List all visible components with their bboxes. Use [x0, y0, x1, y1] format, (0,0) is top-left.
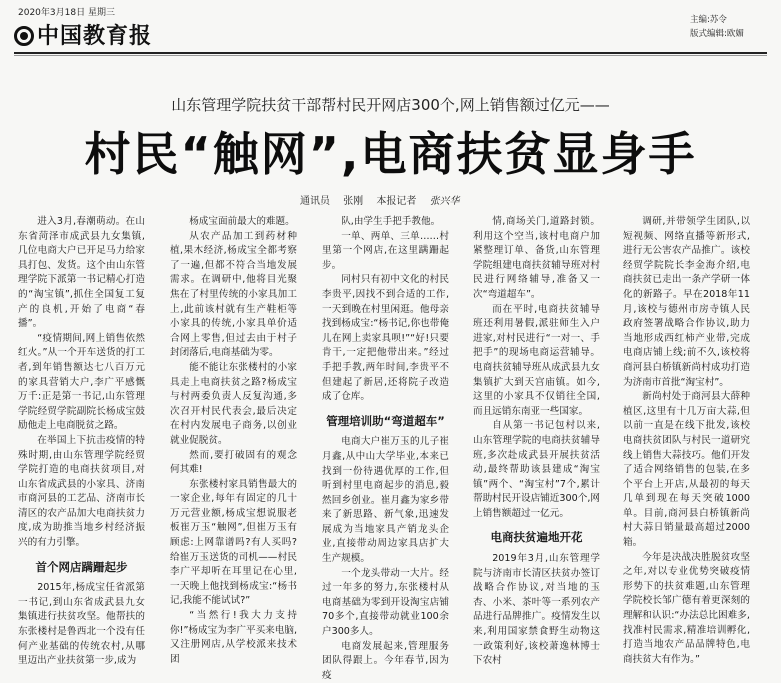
- article-column-3: [322, 215, 449, 681]
- newspaper-logo: [14, 19, 152, 50]
- article-paragraph: 在举国上下抗击疫情的特殊时期,由山东管理学院经贸学院打造的电商扶贫项目,对山东省成武县的小家具、济南市商河县的工艺品、济南市长清区的农产品加大电商扶贫力度,成为助推当地乡村经济振兴的有力引擎。: [18, 434, 145, 549]
- article-paragraph: “当然行!我大力支持你!”杨成宝为李广平买来电脑,又注册网店,从学校派来技术团: [170, 610, 297, 665]
- article-column-2: [170, 215, 297, 665]
- layout-editor: 版式编辑:欧媚: [690, 29, 744, 39]
- reporter-name: 张兴华: [429, 196, 460, 207]
- section-heading: 管理培训助“弯道超车”: [326, 413, 445, 428]
- article-paragraph: 同村只有初中文化的村民李贵平,因找不到合适的工作,一天到晚在村里闲逛。他母亲找到杨成宝:“杨书记,你也带俺儿在网上卖家具呗!”“好!只要肯干,一定把他带出来。”经过手把手教,两年时间,李贵平不但建起了新居,还将院子改造成了仓库。: [322, 274, 449, 403]
- article-paragraph: 2019年3月,山东管理学院与济南市长清区扶贫办签订战略合作协议,对当地的玉杏、小米、茶叶等一系列农产品进行品牌推广。疫情发生以来,利用国家禁食野生动物这一政策利好,该校萧逸林博士下农村: [473, 553, 600, 667]
- article-paragraph: 从农产品加工到药材种植,果木经济,杨成宝全都考察了一遍,但都不符合当地发展需求。在调研中,他将目光聚焦在了村里传统的小家具加工上,此前该村就有生产鞋柜等小家具的传统,小家具单价适合网上零售,但过去由于村子封闭落后,电商基础为零。: [170, 230, 297, 359]
- article-byline: [300, 192, 470, 207]
- article-paragraph: 然而,要打破固有的观念何其难!: [170, 449, 297, 476]
- editor-credits: [690, 13, 744, 41]
- article-paragraph: 东张楼村家具销售最大的一家企业,每年有固定的几十万元营业额,杨成宝想说服老板崔万玉“触网”,但崔万玉有顾虑:上网靠谱吗?有人买吗?给崔万玉送货的司机——村民李广平却听在耳里记在心里,一天晚上他找到杨成宝:“杨书记,我能不能试试?”: [170, 478, 297, 607]
- emblem-icon: [14, 26, 34, 46]
- masthead: [0, 0, 781, 52]
- reporter-label: 本报记者: [376, 196, 417, 207]
- masthead-divider: [14, 52, 767, 54]
- masthead-divider-thin: [14, 55, 767, 56]
- chief-editor: 主编:苏令: [690, 15, 727, 25]
- article-paragraph: 新尚村处于商河县大薛种植区,这里有十几万亩大蒜,但以前一直是在线下批发,该校电商扶贫团队与村民一道研究线上销售大蒜技巧。他们开发了适合网络销售的包装,在多个平台上开店,从最初的每天几单到现在每天突破1000单。目前,商河县白桥镇新尚村大蒜日销量最高超过2000箱。: [623, 391, 750, 549]
- article-paragraph: “疫情期间,网上销售依然红火。”从一个开车送货的打工者,到年销售额达七八百万元的家具营销大户,李广平感慨万千:正是第一书记,山东管理学院经贸学院副院长杨成宝鼓励他走上电商脱贫之路。: [18, 332, 145, 432]
- article-paragraph: 电商大户崔万玉的儿子崔月鑫,从中山大学毕业,本来已找到一份待遇优厚的工作,但听到村里电商起步的消息,毅然回乡创业。崔月鑫为家乡带来了新思路、新气象,迅速发展成为当地家具产销龙头企业,直接带动周边家具店扩大生产规模。: [322, 436, 449, 565]
- correspondent-label: 通讯员: [300, 196, 330, 207]
- article-column-4: [473, 215, 600, 667]
- article-paragraph: 今年是决战决胜脱贫攻坚之年,对以专业优势突破疫情形势下的扶贫难题,山东管理学院校长邹广德有着更深刻的理解和认识:“办法总比困难多,找准村民需求,精准培训孵化,打造当地农产品品牌特色,电商扶贫大有作为。”: [623, 551, 750, 665]
- correspondent-name: 张刚: [343, 196, 364, 207]
- article-headline: 村民“触网”,电商扶贫显身手: [84, 127, 697, 181]
- article-paragraph: 电商发展起来,管理服务团队得跟上。今年春节,因为疫: [322, 640, 449, 681]
- issue-date: 2020年3月18日 星期三: [18, 8, 115, 18]
- article-subtitle: 山东管理学院扶贫干部帮村民开网店300个,网上销售额过亿元——: [171, 96, 610, 114]
- article-column-5: [623, 215, 750, 665]
- article-paragraph: 杨成宝面前最大的难题。: [189, 216, 295, 227]
- article-paragraph: 2015年,杨成宝任省派第一书记,到山东省成武县九女集镇进行扶贫攻坚。他帮扶的东张楼村是鲁西北一个没有任何产业基础的传统农村,从哪里迈出产业扶贫第一步,成为: [18, 582, 145, 667]
- article-paragraph: 调研,并带领学生团队,以短视频、网络直播等新形式,进行无公害农产品推广。该校经贸学院院长李金海介绍,电商扶贫已走出一条产学研一体化的新路子。早在2018年11月,该校与德州市房寺镇人民政府签署战略合作协议,助力当地形成西红柿产业带,完成电商店铺上线;前不久,该校将商河县白桥镇新尚村成功打造为济南市首批“淘宝村”。: [623, 216, 750, 388]
- article-paragraph: 一个龙头带动一大片。经过一年多的努力,东张楼村从电商基础为零到开设淘宝店铺70多个,直接带动就业100余户300多人。: [322, 567, 449, 638]
- article-paragraph: 进入3月,春潮萌动。在山东省菏泽市成武县九女集镇,几位电商大户已开足马力给家具打包、发货。这个由山东管理学院下派第一书记精心打造的“淘宝镇”,抓住全国复工复产的良机,开始了电商“春播”。: [18, 216, 145, 330]
- article-paragraph: 自从第一书记包村以来,山东管理学院的电商扶贫辅导班,多次赴成武县开展扶贫活动,最终帮助该县建成“淘宝镇”两个、“淘宝村”7个,累计帮助村民开设店铺近300个,网上销售额超过一亿元。: [473, 420, 600, 519]
- section-heading: 首个网店蹒跚起步: [35, 559, 128, 574]
- article-column-1: [18, 215, 145, 667]
- article-paragraph: 队,由学生手把手教他。: [341, 216, 441, 227]
- article-paragraph: 而在平时,电商扶贫辅导班还利用暑假,派驻师生入户进家,对村民进行“一对一、手把手”的现场电商运营辅导。电商扶贫辅导班从成武县九女集镇扩大到天宫庙镇。如今,这里的小家具不仅销往全国,而且远销东南亚一些国家。: [473, 303, 600, 417]
- article-paragraph: 情,商场关门,道路封锁。利用这个空当,该村电商户加紧整理订单、备货,山东管理学院组建电商扶贫辅导班对村民进行网络辅导,准备又一次“弯道超车”。: [473, 216, 600, 300]
- section-heading: 电商扶贫遍地开花: [490, 530, 583, 545]
- article-paragraph: 能不能让东张楼村的小家具走上电商扶贫之路?杨成宝与村两委负责人反复沟通,多次召开村民代表会,最后决定在村内发展电子商务,以创业就业促脱贫。: [170, 361, 297, 446]
- newspaper-name: 中国教育报: [37, 23, 153, 49]
- article-paragraph: 一单、两单、三单……村里第一个网店,在这里蹒跚起步。: [322, 230, 449, 271]
